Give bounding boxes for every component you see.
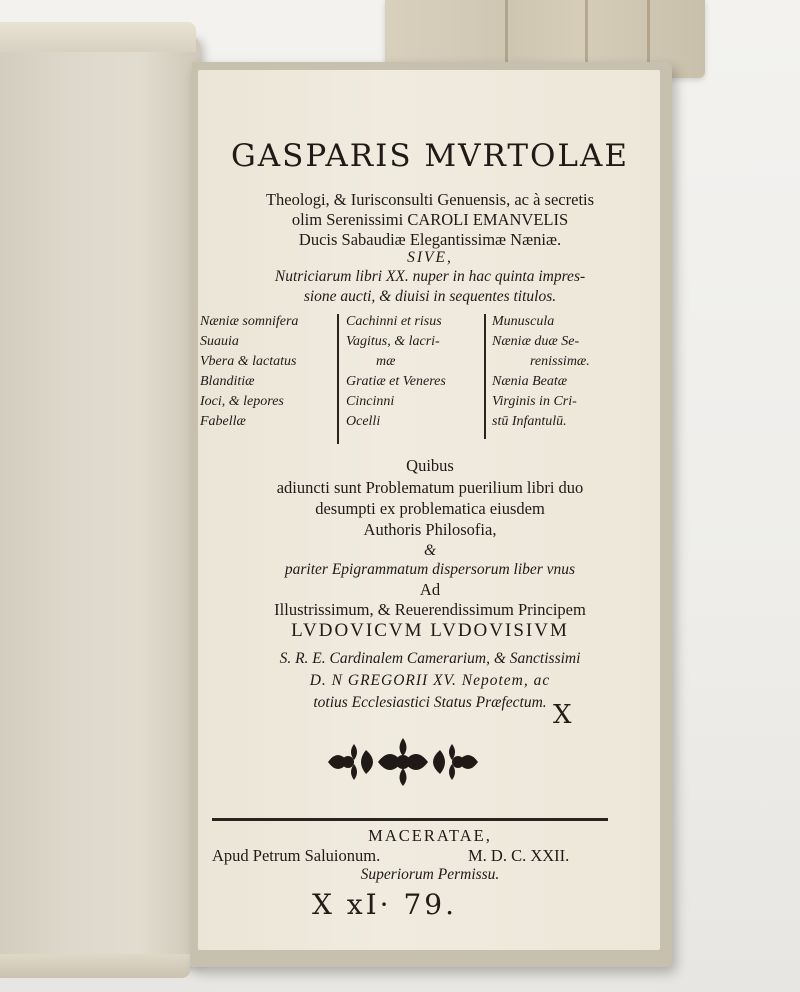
ludovicum-line: LVDOVICVM LVDOVISIVM [291, 620, 569, 641]
cardinal-line-1: S. R. E. Cardinalem Camerarium, & Sanctissimi [279, 650, 581, 667]
list-item: Blanditiæ [200, 374, 255, 389]
list-item: Vagitus, & lacri- [346, 334, 440, 349]
list-item: stū Infantulū. [492, 414, 567, 429]
book-title: GASPARIS MVRTOLAE [230, 138, 630, 174]
handwritten-shelfmark: X xI· 79. [312, 888, 458, 921]
list-item: Gratiæ et Veneres [346, 374, 446, 389]
nutricia-line-2: sione aucti, & diuisi in sequentes titulos. [303, 288, 557, 305]
contents-column-3 [492, 312, 590, 432]
imprint-year: M. D. C. XXII. [468, 846, 570, 865]
list-item: Næniæ duæ Se- [492, 334, 580, 349]
list-item: Næniæ somnifera [200, 314, 299, 329]
column-divider [337, 314, 339, 444]
cardinal-line-3: totius Ecclesiastici Status Præfectum. [313, 694, 547, 711]
list-item: Suauia [200, 334, 239, 349]
cardinal-line-2: D. N GREGORII XV. Nepotem, ac [309, 672, 551, 689]
list-item: Cachinni et risus [346, 314, 442, 329]
list-item: mæ [376, 354, 396, 369]
imprint-rule [212, 818, 608, 821]
list-item: Munuscula [492, 314, 555, 329]
quibus-line: Quibus [406, 456, 454, 475]
subtitle-line-3: Ducis Sabaudiæ Elegantissimæ Næniæ. [298, 230, 562, 249]
list-item: renissimæ. [530, 354, 590, 369]
imprint-printer: Apud Petrum Saluionum. [212, 846, 381, 865]
printer-ornament [318, 732, 488, 792]
cover-bottom-edge [0, 954, 190, 978]
handwritten-x-mark: X [553, 700, 572, 730]
illustrissimum-line: Illustrissimum, & Reuerendissimum Principem [274, 600, 586, 619]
subtitle-line-2: olim Serenissimi CAROLI EMANVELIS [291, 210, 569, 229]
list-item: Nænia Beatæ [492, 374, 568, 389]
list-item: Fabellæ [200, 414, 246, 429]
list-item: Vbera & lactatus [200, 354, 297, 369]
nutricia-line-1: Nutriciarum libri XX. nuper in hac quinta impres- [274, 268, 586, 285]
pariter-line: pariter Epigrammatum dispersorum liber vnus [284, 561, 576, 578]
problem-line-2: desumpti ex problematica eiusdem [315, 499, 545, 518]
problem-line-1: adiuncti sunt Problematum puerilium libri duo [276, 478, 584, 497]
vellum-cover [0, 36, 200, 966]
subtitle-line-1: Theologi, & Iurisconsulti Genuensis, ac à secretis [265, 190, 595, 209]
imprint-place: MACERATAE, [368, 826, 492, 845]
cover-top-edge [0, 22, 196, 52]
contents-column-2 [346, 312, 446, 432]
ampersand-line: & [423, 542, 437, 559]
imprint-permission: Superiorum Permissu. [360, 866, 500, 883]
list-item: Cincinni [346, 394, 395, 409]
list-item: Virginis in Cri- [492, 394, 577, 409]
list-item: Ocelli [346, 414, 381, 429]
column-divider [484, 314, 486, 439]
contents-column-1 [200, 312, 298, 432]
problem-line-3: Authoris Philosofia, [363, 520, 497, 539]
ad-line: Ad [419, 580, 441, 599]
sive-line: SIVE, [407, 249, 453, 266]
list-item: Ioci, & lepores [200, 394, 284, 409]
